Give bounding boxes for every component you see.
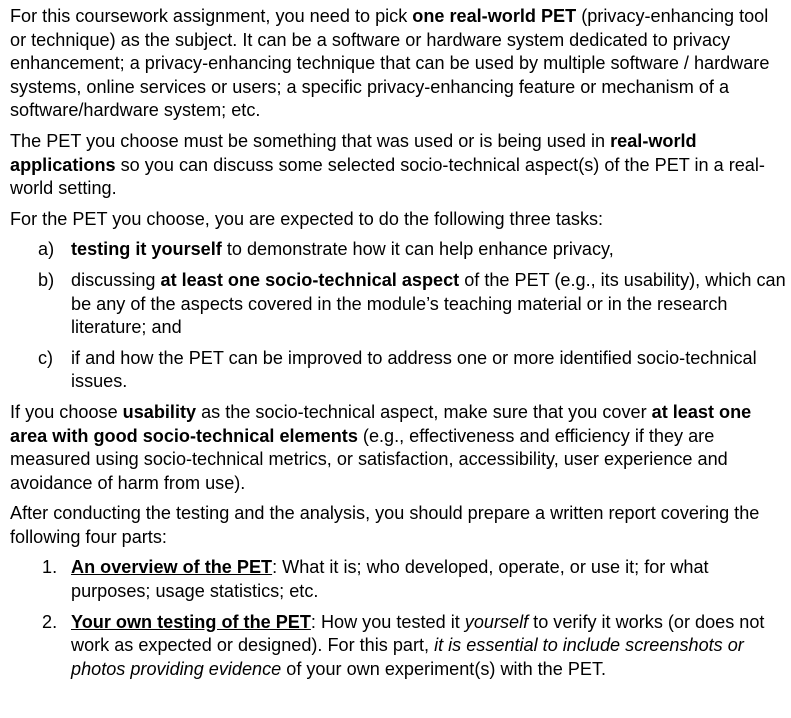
coursework-document (10, 5, 786, 688)
real-world-text-1: The PET you choose must be something that was used or is being used in (10, 130, 611, 151)
report-part-2-heading: Your own testing of the PET (71, 611, 311, 632)
task-b-text-2: of the PET (e.g., its usability), which can be any of the aspects covered in the module’s teaching material or in the research literature; and (71, 269, 786, 338)
report-part-2-text-3: of your own experiment(s) with the PET. (281, 658, 607, 679)
report-part-marker-1: 1. (42, 557, 58, 578)
task-item-c (10, 347, 786, 394)
task-b-text-1: discussing (71, 269, 161, 290)
report-part-1 (10, 556, 786, 603)
report-parts-list (10, 556, 786, 681)
task-item-b (10, 269, 786, 340)
intro-text-1: For this coursework assignment, you need to pick (10, 6, 413, 26)
real-world-bold: real-world applications (10, 130, 697, 175)
usability-paragraph (10, 401, 786, 495)
real-world-paragraph (10, 130, 786, 201)
real-world-text-2: so you can discuss some selected socio-technical aspect(s) of the PET in a real-world setting. (10, 154, 765, 199)
task-a-bold: testing it yourself (71, 239, 222, 260)
task-item-a (10, 238, 786, 262)
task-marker-c: c) (38, 347, 54, 368)
task-b-bold: at least one socio-technical aspect (160, 269, 460, 290)
tasks-list (10, 238, 786, 394)
report-part-2-italic-evidence: it is essential to include screenshots or photos providing evidence (71, 635, 744, 679)
report-part-2-text-1: : How you tested it (310, 611, 465, 632)
task-marker-b: b) (38, 269, 55, 290)
task-marker-a: a) (38, 239, 55, 260)
report-part-1-text: : What it is; who developed, operate, or use it; for what purposes; usage statistics; etc. (71, 557, 709, 602)
usability-text-3: (e.g., effectiveness and efficiency if they are measured using socio-technical metrics, or satisfaction, accessibility, user experience and avoidance of harm from use). (10, 425, 728, 493)
tasks-intro-paragraph: For the PET you choose, you are expected to do the following three tasks: (10, 208, 604, 229)
report-part-1-heading: An overview of the PET (71, 557, 273, 578)
report-part-marker-2: 2. (42, 611, 58, 632)
intro-bold-pet: one real-world PET (412, 6, 577, 26)
intro-text-2: (privacy-enhancing tool or technique) as the subject. It can be a software or hardware system dedicated to privacy enhancement; a privacy-enhancing technique that can be used by multiple software / hardware systems, online services or users; a specific privacy-enhancing feature or mechanism of a software/hardware system; etc. (10, 6, 770, 121)
task-a-text: to demonstrate how it can help enhance privacy, (221, 239, 614, 260)
usability-bold: usability (122, 401, 197, 422)
task-c-text: if and how the PET can be improved to address one or more identified socio-technical issues. (71, 347, 757, 392)
report-part-2-text-2: to verify it works (or does not work as expected or designed). For this part, (71, 611, 765, 656)
report-intro-paragraph: After conducting the testing and the analysis, you should prepare a written report covering the following four parts: (10, 503, 760, 547)
usability-bold-area: at least one area with good socio-technical elements (10, 401, 752, 446)
report-part-2 (10, 611, 786, 682)
usability-text-2: as the socio-technical aspect, make sure that you cover (196, 401, 652, 422)
intro-paragraph (10, 5, 786, 123)
report-part-2-italic-yourself: yourself (464, 611, 529, 632)
usability-text-1: If you choose (10, 401, 123, 422)
